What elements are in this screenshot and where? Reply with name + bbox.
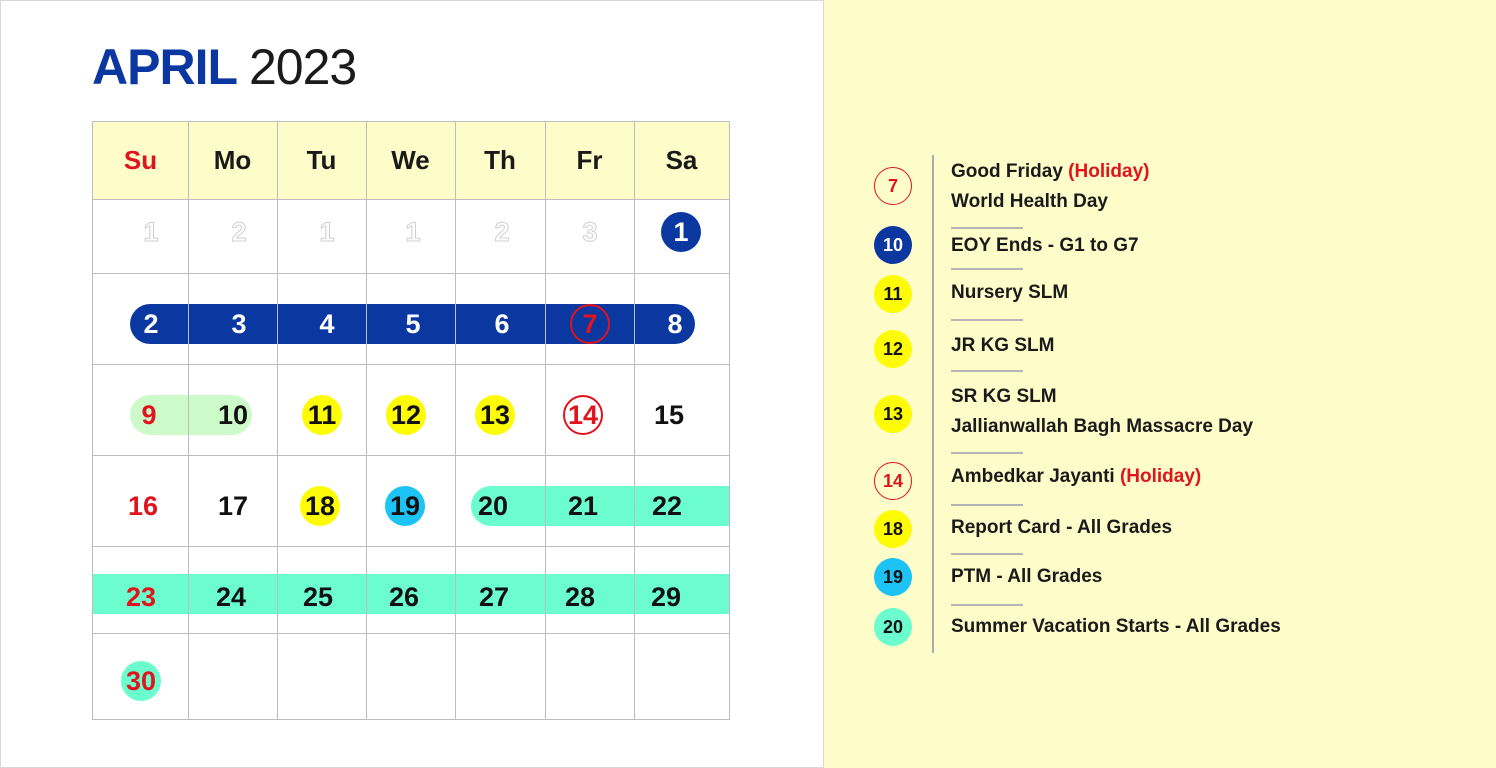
calendar-day: 26 — [388, 581, 420, 612]
legend-separator — [951, 553, 1023, 555]
legend-separator — [951, 604, 1023, 606]
calendar-day: 4 — [319, 308, 335, 339]
legend-label: Summer Vacation Starts - All Grades — [951, 616, 1281, 637]
legend-text — [951, 160, 1149, 184]
calendar-day: 6 — [494, 308, 510, 339]
grid-column-line — [634, 122, 635, 719]
legend-text — [951, 281, 1068, 305]
calendar-day: 21 — [567, 490, 599, 521]
legend-marker: 12 — [874, 330, 912, 368]
legend-marker: 19 — [874, 558, 912, 596]
legend-marker: 14 — [874, 462, 912, 500]
calendar-day: 14 — [563, 395, 603, 435]
legend-text — [951, 234, 1139, 258]
calendar-day: 10 — [217, 399, 249, 430]
grid-row-line — [93, 199, 729, 200]
legend-separator — [951, 370, 1023, 372]
weekday-fr: Fr — [576, 145, 603, 175]
calendar-day: 24 — [215, 581, 247, 612]
legend-label: Good Friday — [951, 161, 1063, 182]
grid-column-line — [545, 122, 546, 719]
calendar-day: 30 — [121, 661, 161, 701]
title-year: 2023 — [249, 39, 357, 95]
calendar-day: 7 — [570, 304, 610, 344]
calendar-day: 11 — [302, 395, 342, 435]
calendar-day: 22 — [651, 490, 683, 521]
calendar-day: 8 — [667, 308, 683, 339]
calendar-day: 17 — [217, 490, 249, 521]
legend-text — [951, 385, 1057, 409]
weekday-mo: Mo — [213, 145, 252, 175]
legend-text — [951, 565, 1102, 589]
legend-text — [951, 465, 1201, 489]
holiday-note: (Holiday) — [1114, 466, 1202, 487]
calendar-day: 20 — [477, 490, 509, 521]
calendar-day: 16 — [127, 490, 159, 521]
calendar-day: 2 — [143, 308, 159, 339]
calendar-day: 9 — [141, 399, 157, 430]
weekday-we: We — [391, 145, 430, 175]
calendar-day: 12 — [386, 395, 426, 435]
grid-column-line — [188, 122, 189, 719]
legend-text — [951, 334, 1054, 358]
grid-row-line — [93, 364, 729, 365]
legend-separator — [951, 319, 1023, 321]
calendar-day: 3 — [231, 308, 247, 339]
calendar-day: 15 — [653, 399, 685, 430]
legend-label: EOY Ends - G1 to G7 — [951, 235, 1139, 256]
prev-month-day: 2 — [231, 216, 247, 247]
legend-separator — [951, 227, 1023, 229]
grid-row-line — [93, 273, 729, 274]
prev-month-day: 1 — [319, 216, 335, 247]
grid-column-line — [366, 122, 367, 719]
legend-marker: 20 — [874, 608, 912, 646]
weekday-sa: Sa — [665, 145, 698, 175]
calendar-title — [92, 38, 356, 96]
legend-marker: 10 — [874, 226, 912, 264]
legend-label: World Health Day — [951, 191, 1108, 212]
calendar-day: 28 — [564, 581, 596, 612]
grid-row-line — [93, 455, 729, 456]
calendar-day: 29 — [650, 581, 682, 612]
legend-divider — [932, 155, 934, 653]
weekday-tu: Tu — [306, 145, 337, 175]
grid-column-line — [455, 122, 456, 719]
prev-month-day: 2 — [494, 216, 510, 247]
calendar-day: 5 — [405, 308, 421, 339]
grid-row-line — [93, 633, 729, 634]
legend-panel — [824, 0, 1496, 768]
title-month: APRIL — [92, 39, 237, 95]
weekday-th: Th — [484, 145, 516, 175]
legend-text — [951, 615, 1281, 639]
legend-label: SR KG SLM — [951, 386, 1057, 407]
calendar-day: 23 — [125, 581, 157, 612]
grid-column-line — [277, 122, 278, 719]
grid-row-line — [93, 546, 729, 547]
legend-marker: 13 — [874, 395, 912, 433]
legend-marker: 11 — [874, 275, 912, 313]
prev-month-day: 1 — [405, 216, 421, 247]
calendar-grid — [92, 121, 730, 720]
legend-separator — [951, 504, 1023, 506]
calendar-day: 18 — [300, 486, 340, 526]
legend-label: Nursery SLM — [951, 282, 1069, 303]
prev-month-day: 3 — [582, 216, 598, 247]
calendar-day: 13 — [475, 395, 515, 435]
weekday-su: Su — [123, 145, 158, 175]
legend-separator — [951, 452, 1023, 454]
legend-text — [951, 516, 1172, 540]
holiday-note: (Holiday) — [1062, 161, 1150, 182]
legend-label: Jallianwallah Bagh Massacre Day — [951, 416, 1254, 437]
calendar-day: 27 — [478, 581, 510, 612]
legend-label: Report Card - All Grades — [951, 517, 1173, 538]
legend-label: PTM - All Grades — [951, 566, 1103, 587]
legend-separator — [951, 268, 1023, 270]
calendar-day: 1 — [661, 212, 701, 252]
calendar-day: 19 — [385, 486, 425, 526]
prev-month-day: 1 — [143, 216, 159, 247]
legend-label: Ambedkar Jayanti — [951, 466, 1115, 487]
legend-marker: 7 — [874, 167, 912, 205]
legend-text — [951, 190, 1108, 214]
legend-text — [951, 415, 1253, 439]
legend-marker: 18 — [874, 510, 912, 548]
legend-label: JR KG SLM — [951, 335, 1055, 356]
calendar-day: 25 — [302, 581, 334, 612]
